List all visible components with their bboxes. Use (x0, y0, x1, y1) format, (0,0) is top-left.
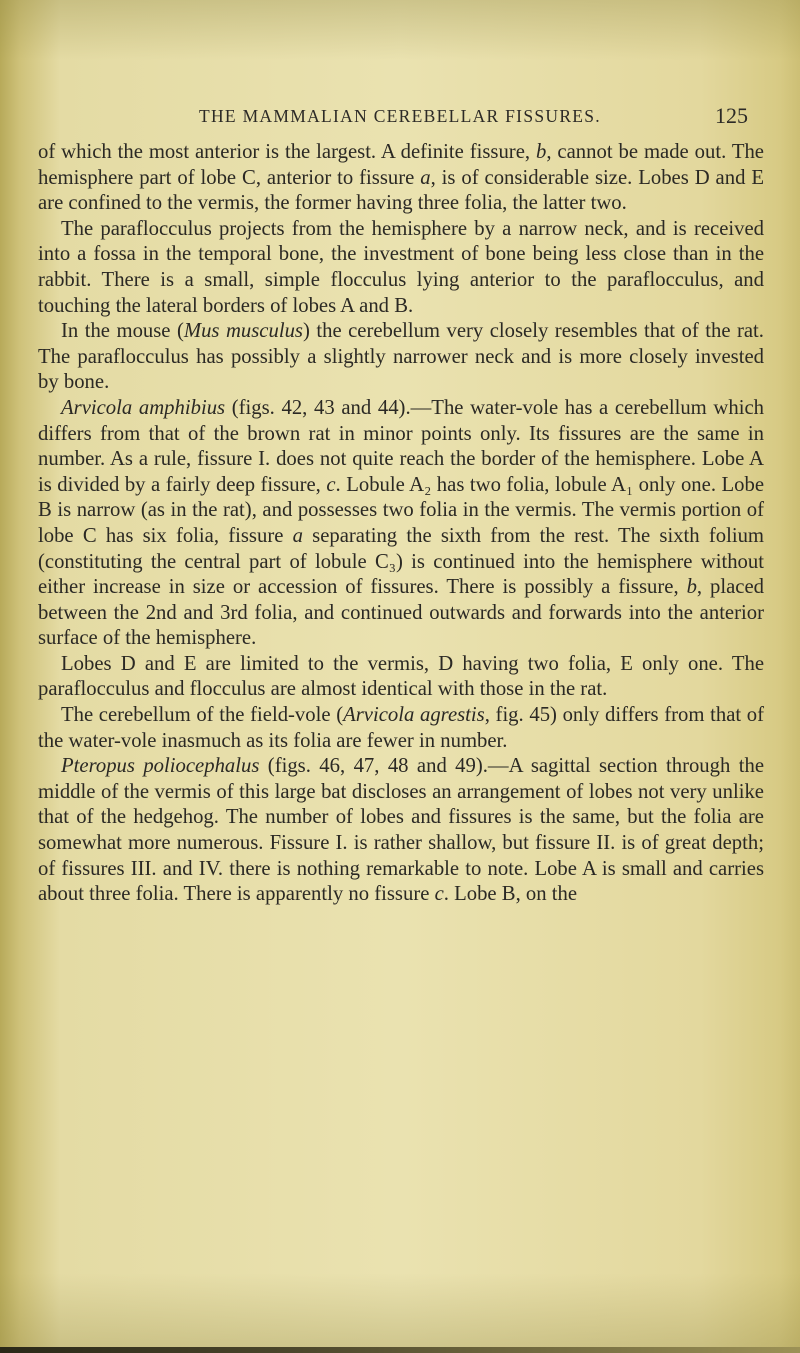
paragraph (38, 703, 764, 754)
text-run: The paraflocculus projects from the hemisphere by a narrow neck, and is received into a fossa in the temporal bone, the investment of bone being less close than in the rabbit. There is a small, simple flocculus lying anterior to the paraflocculus, and touching the lateral borders of lobes A and B. (38, 217, 764, 317)
italic-text: a (420, 166, 431, 189)
italic-text: a (292, 524, 303, 547)
italic-text: Mus musculus (183, 320, 303, 343)
page-bottom-edge (0, 1347, 800, 1353)
text-run: separating the sixth from the rest. The sixth folium (constituting the central part of lobule C₃) is continued into the hemisphere without either increase in size or accession of fissures. There is possibly a fissure, (38, 524, 764, 599)
text-run: . Lobe B, on the (443, 883, 578, 906)
text-run: of which the most anterior is the largest. A definite fissure, (38, 141, 536, 163)
paragraph (38, 319, 764, 396)
text-run: , placed between the 2nd and 3rd folia, and continued outwards and forwards into the anterior surface of the hemisphere. (38, 576, 764, 650)
paragraph (38, 652, 764, 703)
text-run: (figs. 42, 43 and 44).—The water-vole has a cerebellum which differs from that of the brown rat in minor points only. Its fissures are the same in number. As a rule, fissure I. does not quite reach the border of the hemisphere. Lobe A is divided by a fairly deep fissure, (38, 396, 764, 496)
paragraph (38, 217, 764, 319)
text-run: ) the cerebellum very closely resembles that of the rat. The paraflocculus has possibly a slightly narrower neck and is more closely invested by bone. (38, 320, 764, 394)
italic-text: Arvicola agrestis (343, 704, 485, 727)
italic-text: b (535, 141, 547, 163)
text-run: , is of considerable size. Lobes D and E are confined to the vermis, the former having three folia, the latter two. (38, 166, 764, 215)
paragraph (38, 140, 764, 217)
running-head (0, 103, 800, 136)
paragraph (38, 754, 764, 908)
running-title: THE MAMMALIAN CEREBELLAR FISSURES. (198, 106, 601, 126)
text-run: (figs. 46, 47, 48 and 49).—A sagittal section through the middle of the vermis of this large bat discloses an arrangement of lobes not very unlike that of the hedgehog. The number of lobes and fissures is the same, but the folia are somewhat more numerous. Fissure I. is rather shallow, but fissure II. is of great depth; of fissures III. and IV. there is nothing remarkable to note. Lobe A is small and carries about three folia. There is apparently no fissure (38, 755, 765, 906)
text-run: , cannot be made out. The hemisphere part of lobe C, anterior to fissure (38, 141, 764, 189)
italic-text: Pteropus poliocephalus (61, 755, 260, 778)
body-text (38, 140, 764, 908)
italic-text: c (326, 473, 336, 496)
text-run: , fig. 45) only differs from that of the water-vole inasmuch as its folia are fewer in number. (38, 704, 765, 752)
paragraph (38, 396, 764, 652)
italic-text: Arvicola amphibius (61, 396, 226, 419)
page-number: 125 (715, 103, 748, 128)
text-run: In the mouse ( (61, 320, 184, 343)
page-shadow-bottom (0, 1273, 800, 1353)
text-run: The cerebellum of the field-vole ( (61, 704, 344, 727)
italic-text: c (434, 883, 444, 906)
text-run: Lobes D and E are limited to the vermis, D having two folia, E only one. The paraflocculus and flocculus are almost identical with those in the rat. (38, 652, 764, 701)
text-run: . Lobule A₂ has two folia, lobule A₁ only one. Lobe B is narrow (as in the rat), and possesses two folia in the vermis. The vermis portion of lobe C has six folia, fissure (38, 473, 764, 547)
italic-text: b (686, 576, 697, 599)
page-shadow-top (0, 0, 800, 60)
